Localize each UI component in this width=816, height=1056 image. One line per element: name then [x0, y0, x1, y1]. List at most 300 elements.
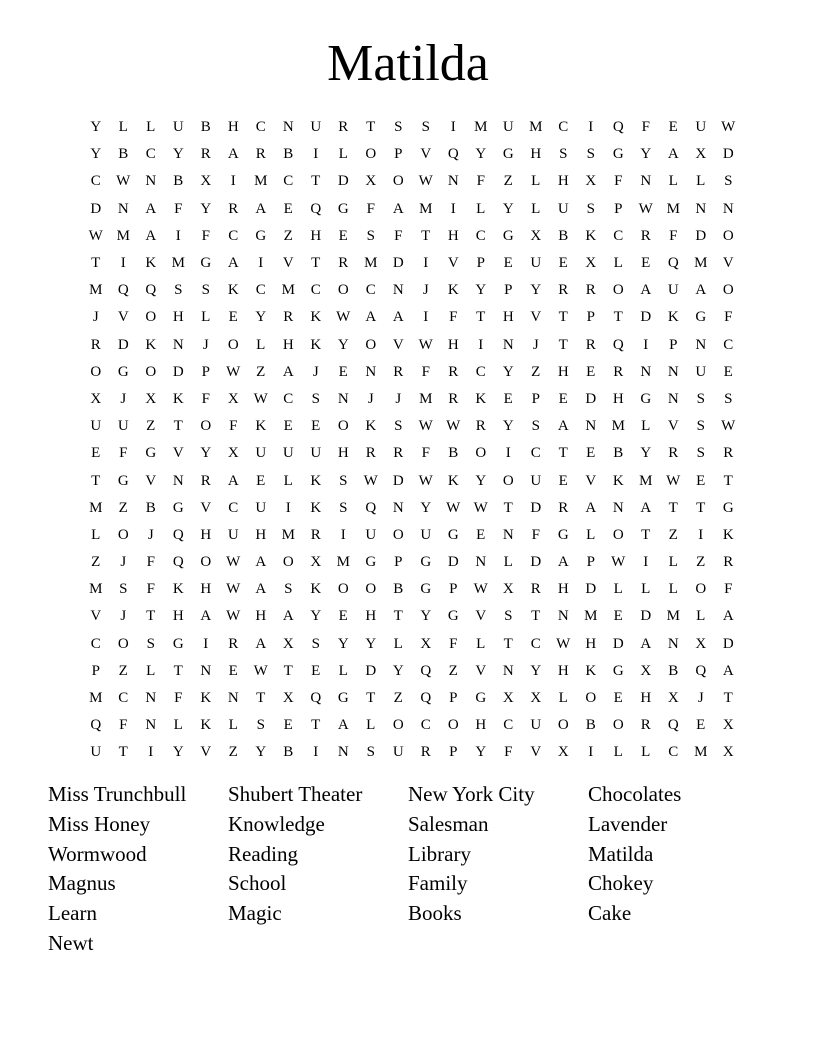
grid-row	[82, 304, 742, 331]
grid-letter: W	[473, 581, 488, 598]
grid-letter: R	[723, 554, 734, 571]
page-title: Matilda	[327, 35, 489, 92]
grid-letter: K	[310, 309, 322, 326]
grid-letter: O	[392, 717, 404, 734]
grid-letter: T	[366, 690, 376, 707]
grid-letter: I	[148, 744, 154, 761]
grid-letter: T	[311, 717, 321, 734]
grid-letter: O	[557, 717, 569, 734]
grid-letter: Z	[503, 173, 513, 190]
grid-letter: O	[337, 282, 349, 299]
grid-letter: N	[667, 635, 679, 652]
grid-letter: L	[668, 173, 678, 190]
grid-letter: C	[723, 336, 734, 353]
grid-letter: K	[447, 472, 459, 489]
grid-letter: K	[145, 255, 157, 272]
grid-letter: M	[419, 390, 433, 407]
grid-letter: K	[585, 227, 597, 244]
grid-letter: S	[394, 418, 403, 435]
grid-letter: L	[531, 200, 541, 217]
grid-letter: A	[640, 499, 652, 516]
grid-letter: Z	[668, 526, 678, 543]
grid-letter: F	[229, 418, 238, 435]
grid-letter: K	[365, 418, 377, 435]
grid-letter: M	[419, 200, 433, 217]
grid-letter: C	[145, 146, 156, 163]
grid-letter: P	[531, 390, 540, 407]
grid-letter: P	[586, 309, 595, 326]
grid-row	[82, 250, 742, 277]
grid-letter: Z	[146, 418, 156, 435]
grid-letter: E	[641, 255, 651, 272]
grid-letter: B	[173, 173, 184, 190]
grid-letter: S	[284, 581, 293, 598]
grid-letter: N	[365, 363, 377, 380]
grid-letter: O	[90, 363, 102, 380]
grid-letter: P	[449, 744, 458, 761]
grid-letter: X	[585, 255, 597, 272]
grid-letter: W	[363, 472, 378, 489]
grid-letter: E	[283, 717, 293, 734]
grid-letter: B	[283, 744, 294, 761]
grid-letter: R	[393, 445, 404, 462]
grid-letter: V	[392, 336, 404, 353]
grid-letter: L	[503, 554, 513, 571]
grid-letter: H	[557, 173, 569, 190]
grid-letter: X	[365, 173, 377, 190]
grid-letter: S	[531, 418, 540, 435]
grid-letter: S	[696, 390, 705, 407]
grid-letter: J	[120, 554, 127, 571]
grid-letter: Y	[337, 635, 349, 652]
grid-letter: S	[339, 472, 348, 489]
grid-letter: L	[173, 717, 183, 734]
grid-letter: F	[421, 363, 430, 380]
grid-letter: E	[503, 255, 513, 272]
grid-letter: X	[145, 390, 157, 407]
grid-letter: I	[203, 635, 209, 652]
grid-letter: W	[446, 499, 461, 516]
grid-letter: X	[420, 635, 432, 652]
grid-letter: D	[722, 146, 734, 163]
grid-letter: D	[695, 227, 707, 244]
grid-letter: X	[585, 173, 597, 190]
grid-letter: T	[476, 309, 486, 326]
grid-letter: V	[530, 744, 542, 761]
grid-letter: H	[255, 608, 267, 625]
grid-letter: Q	[420, 662, 432, 679]
grid-letter: L	[696, 608, 706, 625]
word-search-grid	[82, 114, 742, 767]
grid-letter: H	[475, 717, 487, 734]
grid-letter: F	[201, 390, 210, 407]
grid-letter: M	[281, 526, 295, 543]
grid-letter: H	[227, 119, 239, 136]
grid-letter: T	[366, 119, 376, 136]
grid-letter: F	[119, 445, 128, 462]
grid-letter: A	[365, 309, 377, 326]
word-list-item: Magic	[228, 901, 282, 926]
grid-letter: S	[256, 717, 265, 734]
grid-letter: G	[145, 445, 157, 462]
word-list-empty-slot	[588, 929, 768, 959]
grid-row	[82, 413, 742, 440]
grid-letter: E	[558, 255, 568, 272]
grid-letter: Q	[667, 255, 679, 272]
grid-letter: T	[173, 662, 183, 679]
grid-letter: N	[337, 390, 349, 407]
grid-letter: G	[172, 499, 184, 516]
grid-letter: N	[667, 363, 679, 380]
grid-letter: Q	[310, 690, 322, 707]
grid-letter: S	[724, 173, 733, 190]
grid-letter: O	[365, 581, 377, 598]
grid-letter: U	[255, 445, 267, 462]
grid-letter: C	[90, 635, 101, 652]
grid-letter: D	[640, 608, 652, 625]
grid-letter: T	[91, 472, 101, 489]
grid-letter: W	[226, 554, 241, 571]
grid-letter: J	[120, 608, 127, 625]
word-list-item: Magnus	[48, 871, 116, 896]
grid-letter: R	[723, 445, 734, 462]
grid-letter: K	[172, 390, 184, 407]
grid-letter: A	[695, 282, 707, 299]
grid-letter: E	[283, 200, 293, 217]
grid-letter: E	[91, 445, 101, 462]
grid-letter: K	[310, 336, 322, 353]
grid-letter: O	[200, 418, 212, 435]
word-list-item: Chocolates	[588, 782, 682, 806]
grid-letter: Y	[502, 418, 514, 435]
grid-letter: E	[613, 690, 623, 707]
grid-letter: U	[667, 282, 679, 299]
grid-letter: N	[337, 744, 349, 761]
grid-letter: S	[366, 744, 375, 761]
grid-letter: Q	[90, 717, 102, 734]
word-list-item: Miss Honey	[48, 811, 151, 836]
grid-letter: C	[613, 227, 624, 244]
grid-letter: Z	[91, 554, 101, 571]
grid-letter: T	[558, 336, 568, 353]
grid-letter: Y	[420, 608, 432, 625]
grid-letter: T	[503, 499, 513, 516]
grid-letter: W	[253, 390, 268, 407]
grid-letter: E	[558, 390, 568, 407]
grid-letter: F	[201, 227, 210, 244]
grid-row	[82, 196, 742, 223]
grid-row	[82, 332, 742, 359]
grid-letter: L	[613, 255, 623, 272]
grid-letter: L	[338, 146, 348, 163]
grid-letter: R	[668, 445, 679, 462]
grid-letter: I	[478, 336, 484, 353]
grid-letter: W	[556, 635, 571, 652]
grid-letter: J	[367, 390, 374, 407]
grid-letter: T	[173, 418, 183, 435]
grid-letter: R	[530, 581, 541, 598]
grid-letter: W	[721, 418, 736, 435]
grid-letter: E	[311, 418, 321, 435]
grid-letter: G	[612, 146, 624, 163]
grid-letter: M	[89, 581, 103, 598]
grid-letter: R	[613, 363, 624, 380]
grid-letter: Z	[696, 554, 706, 571]
grid-letter: D	[392, 255, 404, 272]
grid-letter: D	[337, 173, 349, 190]
word-list	[48, 780, 788, 959]
grid-letter: Y	[640, 445, 652, 462]
grid-letter: I	[340, 526, 346, 543]
grid-letter: V	[585, 472, 597, 489]
grid-letter: C	[255, 119, 266, 136]
grid-row	[82, 712, 742, 739]
grid-letter: I	[120, 255, 126, 272]
grid-letter: Y	[475, 282, 487, 299]
grid-letter: T	[503, 635, 513, 652]
grid-letter: E	[256, 472, 266, 489]
grid-letter: Y	[365, 635, 377, 652]
grid-letter: V	[145, 472, 157, 489]
grid-letter: J	[92, 309, 99, 326]
grid-letter: O	[612, 717, 624, 734]
grid-letter: E	[476, 526, 486, 543]
grid-letter: A	[227, 146, 239, 163]
grid-letter: H	[172, 309, 184, 326]
grid-letter: M	[666, 608, 680, 625]
grid-letter: N	[447, 173, 459, 190]
grid-letter: H	[282, 336, 294, 353]
grid-letter: D	[585, 581, 597, 598]
grid-letter: A	[227, 472, 239, 489]
grid-letter: O	[695, 581, 707, 598]
grid-letter: R	[228, 635, 239, 652]
grid-letter: Y	[475, 472, 487, 489]
word-list-item: School	[228, 871, 287, 896]
grid-letter: M	[336, 554, 350, 571]
grid-letter: S	[366, 227, 375, 244]
grid-letter: K	[200, 717, 212, 734]
grid-letter: A	[640, 282, 652, 299]
grid-letter: J	[120, 390, 127, 407]
word-list-item: Learn	[48, 901, 97, 926]
grid-letter: O	[282, 554, 294, 571]
grid-letter: G	[447, 608, 459, 625]
grid-letter: N	[722, 200, 734, 217]
grid-letter: L	[613, 581, 623, 598]
grid-letter: L	[146, 662, 156, 679]
grid-letter: N	[612, 499, 624, 516]
grid-letter: N	[172, 336, 184, 353]
grid-letter: C	[475, 363, 486, 380]
grid-letter: R	[255, 146, 266, 163]
grid-letter: I	[175, 227, 181, 244]
grid-letter: C	[228, 499, 239, 516]
grid-letter: Y	[172, 744, 184, 761]
grid-letter: T	[283, 662, 293, 679]
grid-letter: P	[91, 662, 100, 679]
grid-letter: I	[423, 255, 429, 272]
grid-letter: X	[667, 690, 679, 707]
grid-letter: E	[668, 119, 678, 136]
grid-letter: S	[201, 282, 210, 299]
grid-letter: W	[666, 472, 681, 489]
grid-letter: L	[558, 690, 568, 707]
grid-letter: D	[640, 309, 652, 326]
grid-letter: A	[392, 309, 404, 326]
grid-letter: G	[337, 690, 349, 707]
grid-letter: J	[147, 526, 154, 543]
grid-letter: I	[505, 445, 511, 462]
grid-letter: J	[395, 390, 402, 407]
word-list-item: Chokey	[588, 871, 654, 896]
grid-letter: I	[450, 119, 456, 136]
grid-letter: D	[612, 635, 624, 652]
grid-letter: N	[502, 662, 514, 679]
word-list-empty-slot	[228, 929, 408, 959]
grid-letter: A	[640, 635, 652, 652]
grid-letter: R	[310, 526, 321, 543]
word-list-empty-slot	[408, 929, 588, 959]
grid-letter: K	[255, 418, 267, 435]
grid-letter: G	[612, 662, 624, 679]
grid-letter: U	[557, 200, 569, 217]
grid-letter: U	[392, 744, 404, 761]
grid-letter: I	[588, 119, 594, 136]
grid-letter: C	[530, 445, 541, 462]
grid-letter: H	[172, 608, 184, 625]
grid-letter: X	[530, 690, 542, 707]
grid-letter: L	[91, 526, 101, 543]
grid-letter: N	[695, 336, 707, 353]
grid-letter: K	[172, 581, 184, 598]
grid-letter: P	[394, 146, 403, 163]
grid-letter: W	[336, 309, 351, 326]
grid-letter: O	[117, 635, 129, 652]
word-list-item: Reading	[228, 841, 298, 866]
grid-letter: E	[586, 445, 596, 462]
grid-letter: T	[256, 690, 266, 707]
grid-letter: H	[612, 390, 624, 407]
grid-letter: T	[311, 173, 321, 190]
grid-letter: V	[172, 445, 184, 462]
grid-letter: T	[421, 227, 431, 244]
grid-letter: N	[227, 690, 239, 707]
grid-letter: R	[585, 282, 596, 299]
grid-letter: U	[695, 363, 707, 380]
grid-letter: B	[200, 119, 211, 136]
grid-letter: O	[200, 554, 212, 571]
word-list-item: Family	[408, 871, 468, 896]
grid-letter: K	[447, 282, 459, 299]
grid-letter: R	[420, 744, 431, 761]
grid-letter: X	[502, 690, 514, 707]
grid-letter: N	[695, 200, 707, 217]
grid-letter: B	[118, 146, 129, 163]
grid-letter: O	[337, 418, 349, 435]
grid-letter: X	[227, 445, 239, 462]
grid-letter: U	[502, 119, 514, 136]
grid-letter: A	[255, 200, 267, 217]
grid-letter: H	[447, 227, 459, 244]
grid-letter: L	[146, 119, 156, 136]
grid-letter: H	[255, 526, 267, 543]
grid-letter: F	[146, 554, 155, 571]
grid-letter: H	[557, 581, 569, 598]
grid-letter: K	[722, 526, 734, 543]
grid-letter: K	[475, 390, 487, 407]
grid-letter: N	[145, 173, 157, 190]
grid-letter: W	[88, 227, 103, 244]
grid-letter: D	[365, 662, 377, 679]
word-list-item: Newt	[48, 930, 94, 955]
grid-letter: N	[392, 282, 404, 299]
grid-letter: L	[613, 744, 623, 761]
grid-letter: Y	[392, 662, 404, 679]
grid-letter: O	[337, 581, 349, 598]
grid-letter: Y	[90, 146, 102, 163]
grid-letter: H	[447, 336, 459, 353]
word-list-item: Wormwood	[48, 841, 147, 866]
grid-letter: O	[392, 173, 404, 190]
grid-row	[82, 495, 742, 522]
grid-letter: I	[450, 200, 456, 217]
grid-letter: O	[502, 472, 514, 489]
grid-letter: A	[557, 418, 569, 435]
grid-letter: O	[365, 336, 377, 353]
grid-letter: W	[418, 336, 433, 353]
grid-letter: R	[338, 255, 349, 272]
grid-row	[82, 359, 742, 386]
grid-letter: X	[695, 635, 707, 652]
grid-letter: X	[227, 390, 239, 407]
grid-letter: Z	[393, 690, 403, 707]
grid-letter: B	[585, 717, 596, 734]
grid-letter: X	[557, 744, 569, 761]
grid-letter: E	[723, 363, 733, 380]
grid-letter: L	[283, 472, 293, 489]
grid-letter: Z	[118, 662, 128, 679]
grid-letter: L	[531, 173, 541, 190]
grid-letter: L	[118, 119, 128, 136]
grid-letter: M	[116, 227, 130, 244]
grid-letter: G	[475, 690, 487, 707]
grid-letter: L	[668, 581, 678, 598]
grid-letter: T	[668, 499, 678, 516]
grid-letter: W	[446, 418, 461, 435]
grid-letter: U	[420, 526, 432, 543]
grid-letter: B	[283, 146, 294, 163]
grid-letter: S	[696, 445, 705, 462]
grid-letter: E	[696, 472, 706, 489]
word-list-item: Shubert Theater	[228, 782, 363, 806]
grid-letter: O	[392, 526, 404, 543]
grid-letter: W	[611, 554, 626, 571]
grid-letter: R	[448, 363, 459, 380]
grid-letter: Q	[365, 499, 377, 516]
grid-letter: T	[146, 608, 156, 625]
grid-letter: F	[614, 173, 623, 190]
grid-letter: G	[420, 554, 432, 571]
grid-letter: U	[282, 445, 294, 462]
grid-letter: G	[255, 227, 267, 244]
grid-letter: W	[638, 200, 653, 217]
grid-letter: P	[449, 690, 458, 707]
grid-letter: B	[613, 445, 624, 462]
grid-letter: V	[475, 662, 487, 679]
grid-letter: L	[696, 173, 706, 190]
grid-letter: A	[227, 255, 239, 272]
